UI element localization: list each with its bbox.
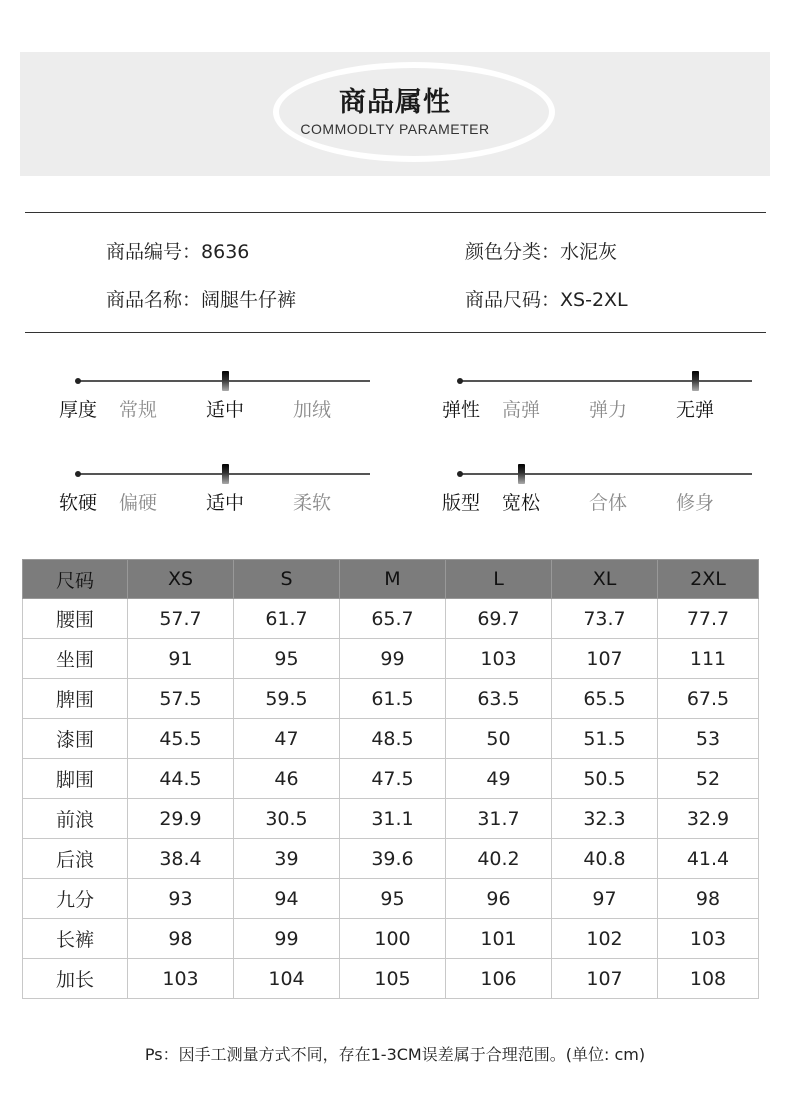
- header-cell-s: S: [234, 560, 340, 599]
- table-cell: 41.4: [658, 839, 759, 879]
- table-cell: 47: [234, 719, 340, 759]
- table-row: [23, 959, 759, 999]
- table-cell: 51.5: [552, 719, 658, 759]
- scale-start-dot: [457, 471, 463, 477]
- scale-option: 弹力: [588, 399, 628, 421]
- table-cell: 107: [552, 959, 658, 999]
- row-label-cell: 脾围: [23, 679, 128, 719]
- table-cell: 102: [552, 919, 658, 959]
- table-cell: 32.9: [658, 799, 759, 839]
- table-row: [23, 639, 759, 679]
- table-cell: 73.7: [552, 599, 658, 639]
- product-name: [106, 285, 296, 312]
- scale-option-selected: 适中: [205, 399, 245, 421]
- row-label-cell: 加长: [23, 959, 128, 999]
- header-cell-m: M: [340, 560, 446, 599]
- scale-option-selected: 适中: [205, 492, 245, 514]
- header-cell-xs: XS: [128, 560, 234, 599]
- page-subtitle: COMMODLTY PARAMETER: [300, 121, 490, 137]
- scale-start-dot: [75, 378, 81, 384]
- product-size-label: 商品尺码：: [465, 289, 561, 311]
- table-cell: 32.3: [552, 799, 658, 839]
- table-cell: 61.7: [234, 599, 340, 639]
- table-cell: 30.5: [234, 799, 340, 839]
- table-cell: 45.5: [128, 719, 234, 759]
- scale-option: 加绒: [292, 399, 332, 421]
- scale-option: 偏硬: [118, 492, 158, 514]
- table-cell: 57.7: [128, 599, 234, 639]
- product-size: [465, 285, 628, 312]
- scale-option: 修身: [675, 492, 715, 514]
- table-cell: 67.5: [658, 679, 759, 719]
- header-cell-2xl: 2XL: [658, 560, 759, 599]
- table-cell: 48.5: [340, 719, 446, 759]
- table-row: [23, 799, 759, 839]
- table-cell: 63.5: [446, 679, 552, 719]
- divider-bottom: [25, 332, 766, 333]
- table-cell: 104: [234, 959, 340, 999]
- scale-label-name: 厚度: [58, 399, 98, 421]
- table-cell: 77.7: [658, 599, 759, 639]
- table-cell: 29.9: [128, 799, 234, 839]
- product-color-label: 颜色分类：: [465, 241, 561, 263]
- header-cell-xl: XL: [552, 560, 658, 599]
- row-label-cell: 漆围: [23, 719, 128, 759]
- product-code-label: 商品编号：: [106, 241, 202, 263]
- table-cell: 50: [446, 719, 552, 759]
- table-cell: 103: [128, 959, 234, 999]
- scale-label-name: 版型: [441, 492, 481, 514]
- table-row: [23, 879, 759, 919]
- scale-marker: [222, 464, 229, 484]
- product-code: [106, 237, 249, 264]
- table-cell: 57.5: [128, 679, 234, 719]
- table-cell: 97: [552, 879, 658, 919]
- table-cell: 95: [340, 879, 446, 919]
- row-label-cell: 坐围: [23, 639, 128, 679]
- table-cell: 103: [658, 919, 759, 959]
- header-banner: [20, 52, 770, 176]
- table-cell: 39.6: [340, 839, 446, 879]
- scale-marker: [518, 464, 525, 484]
- scale-option-selected: 宽松: [501, 492, 541, 514]
- table-cell: 65.5: [552, 679, 658, 719]
- table-cell: 103: [446, 639, 552, 679]
- size-table: [22, 559, 759, 999]
- table-cell: 61.5: [340, 679, 446, 719]
- product-code-value: 8636: [201, 241, 250, 263]
- table-cell: 94: [234, 879, 340, 919]
- product-color: [465, 237, 617, 264]
- table-cell: 40.2: [446, 839, 552, 879]
- scale-marker: [222, 371, 229, 391]
- table-row: [23, 919, 759, 959]
- header-cell-l: L: [446, 560, 552, 599]
- product-name-label: 商品名称：: [106, 289, 202, 311]
- table-row: [23, 679, 759, 719]
- scale-option: 柔软: [292, 492, 332, 514]
- header-cell-label: 尺码: [23, 560, 128, 599]
- measurement-note: Ps：因手工测量方式不同，存在1-3CM误差属于合理范围。(单位: cm): [144, 1045, 646, 1064]
- scale-label-name: 弹性: [441, 399, 481, 421]
- table-cell: 59.5: [234, 679, 340, 719]
- table-cell: 44.5: [128, 759, 234, 799]
- table-cell: 40.8: [552, 839, 658, 879]
- scale-option: 合体: [588, 492, 628, 514]
- table-cell: 39: [234, 839, 340, 879]
- table-cell: 96: [446, 879, 552, 919]
- scale-start-dot: [75, 471, 81, 477]
- table-cell: 100: [340, 919, 446, 959]
- table-cell: 101: [446, 919, 552, 959]
- scale-option-selected: 无弹: [675, 399, 715, 421]
- table-cell: 49: [446, 759, 552, 799]
- table-cell: 99: [234, 919, 340, 959]
- table-row: [23, 719, 759, 759]
- product-size-value: XS-2XL: [560, 289, 628, 311]
- table-cell: 91: [128, 639, 234, 679]
- table-cell: 38.4: [128, 839, 234, 879]
- row-label-cell: 腰围: [23, 599, 128, 639]
- scale-line: [460, 380, 752, 382]
- table-row: [23, 839, 759, 879]
- size-table-body: [23, 599, 759, 999]
- row-label-cell: 九分: [23, 879, 128, 919]
- table-cell: 111: [658, 639, 759, 679]
- table-cell: 99: [340, 639, 446, 679]
- table-cell: 50.5: [552, 759, 658, 799]
- table-cell: 98: [128, 919, 234, 959]
- table-cell: 106: [446, 959, 552, 999]
- scale-option: 高弹: [501, 399, 541, 421]
- row-label-cell: 后浪: [23, 839, 128, 879]
- table-cell: 52: [658, 759, 759, 799]
- table-cell: 95: [234, 639, 340, 679]
- table-cell: 65.7: [340, 599, 446, 639]
- product-name-value: 阔腿牛仔裤: [201, 289, 297, 311]
- table-row: [23, 759, 759, 799]
- table-cell: 107: [552, 639, 658, 679]
- row-label-cell: 脚围: [23, 759, 128, 799]
- product-color-value: 水泥灰: [560, 241, 618, 263]
- table-cell: 98: [658, 879, 759, 919]
- scale-option: 常规: [118, 399, 158, 421]
- table-cell: 105: [340, 959, 446, 999]
- size-table-header-row: [23, 560, 759, 599]
- table-cell: 69.7: [446, 599, 552, 639]
- page-title: 商品属性: [339, 87, 451, 118]
- table-cell: 93: [128, 879, 234, 919]
- table-cell: 31.1: [340, 799, 446, 839]
- scale-label-name: 软硬: [58, 492, 98, 514]
- table-cell: 108: [658, 959, 759, 999]
- table-cell: 53: [658, 719, 759, 759]
- divider-top: [25, 212, 766, 213]
- table-row: [23, 599, 759, 639]
- scale-line: [460, 473, 752, 475]
- table-cell: 31.7: [446, 799, 552, 839]
- row-label-cell: 长裤: [23, 919, 128, 959]
- table-cell: 47.5: [340, 759, 446, 799]
- row-label-cell: 前浪: [23, 799, 128, 839]
- scale-start-dot: [457, 378, 463, 384]
- table-cell: 46: [234, 759, 340, 799]
- scale-marker: [692, 371, 699, 391]
